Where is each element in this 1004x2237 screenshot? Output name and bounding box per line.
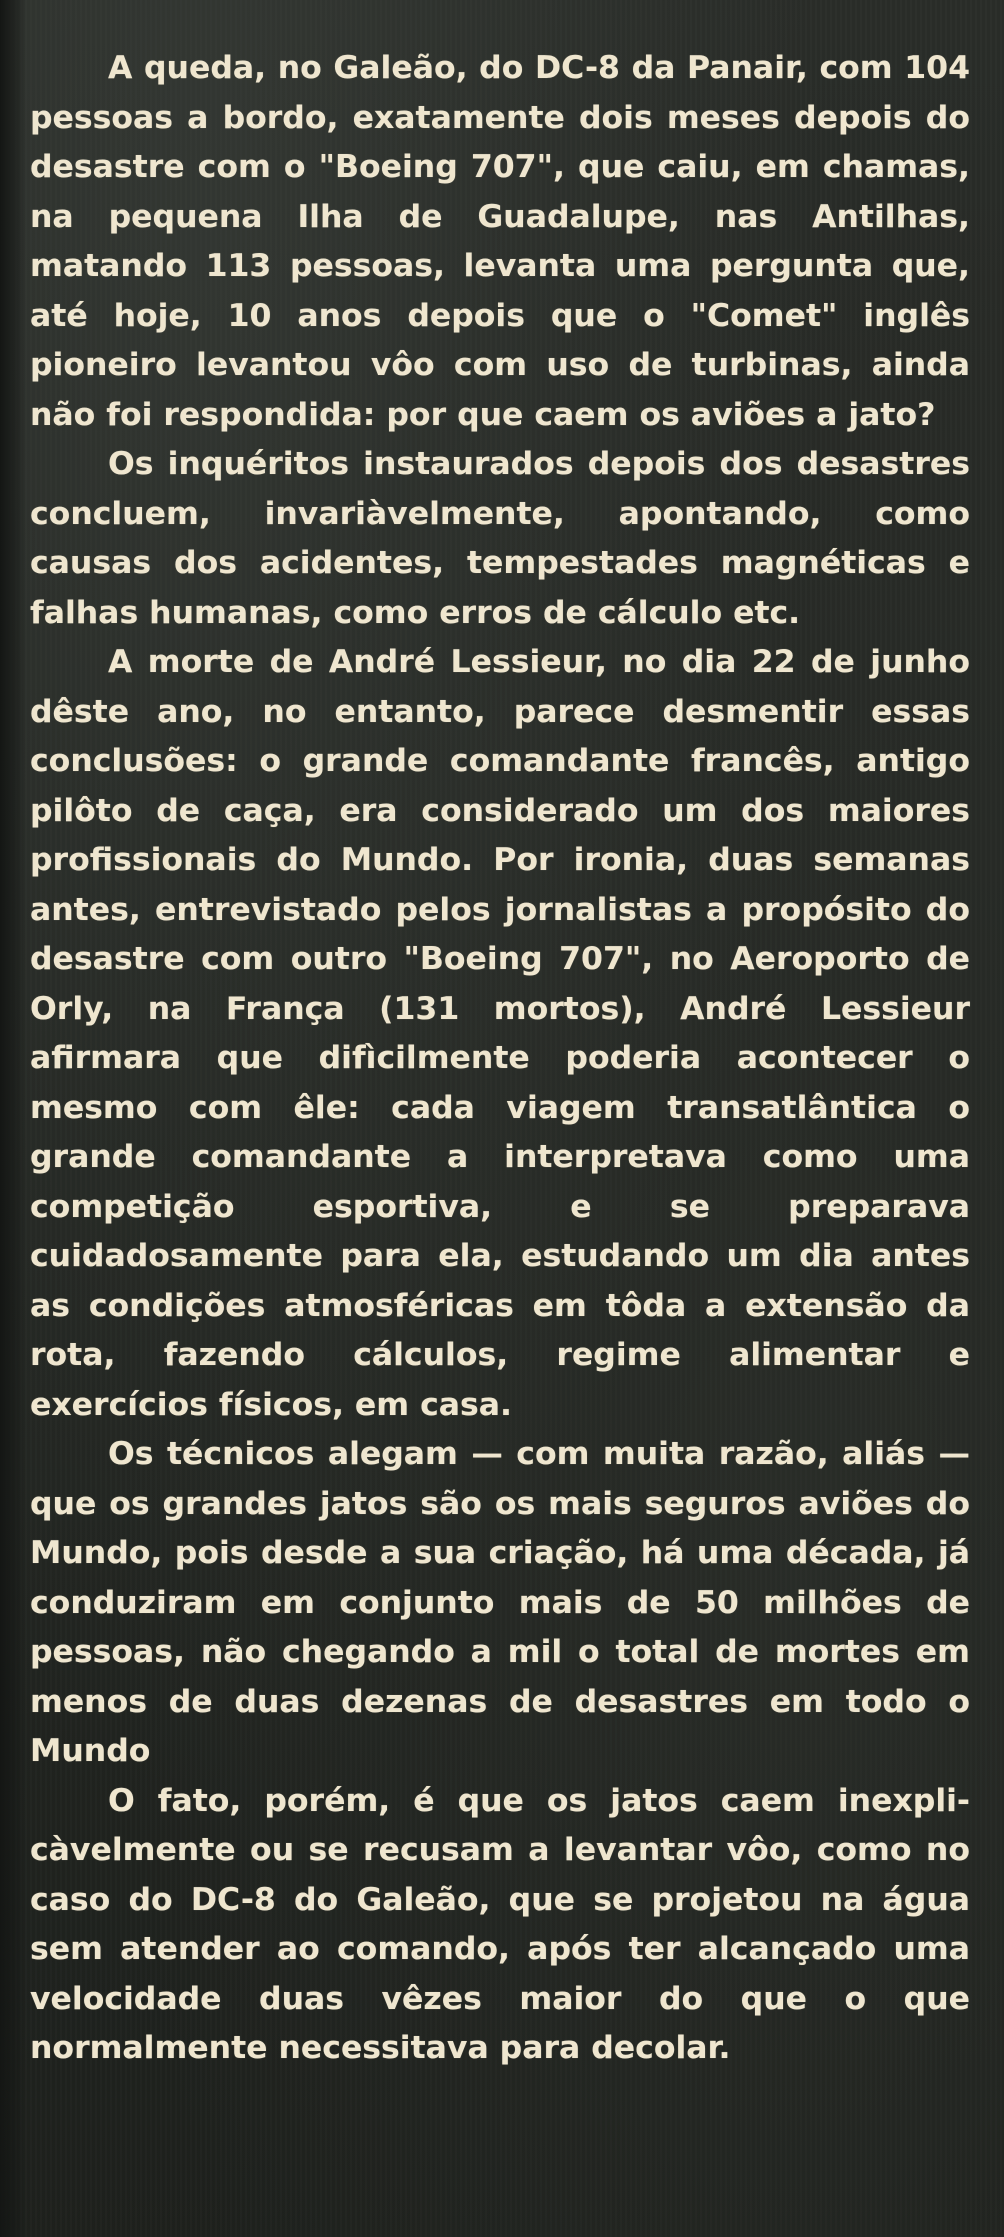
article-text (30, 44, 970, 2074)
paragraph-3: A morte de André Lessieur, no dia 22 de junho dêste ano, no entanto, parece desmentir essas conclusões: o grande comandante francês, antigo pilôto de caça, era considerado um dos maiores profissionais do Mundo. Por ironia, duas semanas antes, entrevistado pelos jornalistas a propósito do desastre com outro "Boeing 707", no Aeroporto de Orly, na França (131 mortos), André Lessieur afirmara que difìcilmente poderia acontecer o mesmo com êle: cada viagem transatlântica o grande comandante a interpretava como uma competição esportiva, e se preparava cuidadosamente para ela, estudando um dia antes as condições atmosféricas em tôda a extensão da rota, fazendo cálculos, regime alimentar e exercícios físicos, em casa. (30, 644, 970, 1423)
paragraph-2: Os inquéritos instaurados depois dos desastres concluem, invariàvelmente, apontando, como causas dos acidentes, tempestades magnéticas e falhas humanas, como erros de cálculo etc. (30, 446, 970, 631)
paragraph-4: Os técnicos alegam — com muita razão, aliás — que os grandes jatos são os mais seguros aviões do Mundo, pois desde a sua criação, há uma década, já conduziram em conjunto mais de 50 milhões de pessoas, não chegando a mil o total de mortes em menos de duas dezenas de desastres em todo o Mundo (30, 1436, 970, 1769)
paragraph-5: O fato, porém, é que os jatos caem inexplicàvelmente ou se recusam a levantar vôo, como no caso do DC-8 do Galeão, que se projetou na água sem atender ao comando, após ter alcançado uma velocidade duas vêzes maior do que o que normalmente necessitava para decolar. (30, 1782, 970, 2066)
paragraph-1: A queda, no Galeão, do DC-8 da Panair, com 104 pessoas a bordo, exatamente dois meses depois do desastre com o "Boeing 707", que caiu, em chamas, na pequena Ilha de Guadalupe, nas Antilhas, matando 113 pessoas, levanta uma pergunta que, até hoje, 10 anos depois que o "Comet" inglês pioneiro levantou vôo com uso de turbinas, ainda não foi respondida: por que caem os aviões a jato? (30, 50, 970, 433)
page-binding-shadow (0, 0, 26, 2237)
